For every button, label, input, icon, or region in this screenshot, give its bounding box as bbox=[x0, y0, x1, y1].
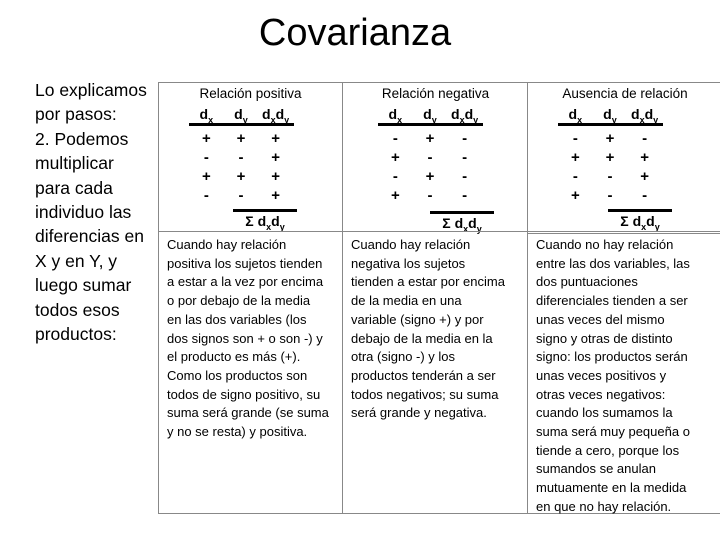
dx-header bbox=[558, 105, 593, 123]
description-line: productos tenderán a ser bbox=[351, 367, 496, 383]
description-line: signo: los productos serán bbox=[536, 349, 688, 365]
sign-cell: + bbox=[236, 168, 246, 185]
row-divider bbox=[343, 231, 528, 232]
dxdy-letter: d bbox=[262, 106, 271, 122]
column-title bbox=[159, 83, 342, 101]
dy-sub: y bbox=[431, 114, 437, 125]
dy-sub: y bbox=[242, 114, 248, 125]
sign-cell: + bbox=[640, 168, 649, 185]
column-head bbox=[528, 83, 720, 234]
side-text-line: multiplicar bbox=[35, 153, 114, 174]
sum-sub1: x bbox=[641, 221, 647, 232]
sign-cell: - bbox=[392, 130, 398, 147]
column-description bbox=[536, 236, 718, 517]
sign-cell: - bbox=[572, 130, 578, 147]
sign-cell: - bbox=[462, 168, 468, 185]
sigma-symbol: Σ bbox=[620, 213, 629, 229]
dy-header bbox=[413, 105, 448, 123]
dxdy-sub1: x bbox=[639, 114, 645, 125]
sigma-symbol: Σ bbox=[442, 215, 451, 231]
dy-header bbox=[593, 105, 628, 123]
description-line: en que no hay relación. bbox=[536, 498, 672, 514]
dxdy-mid: d bbox=[464, 106, 474, 122]
side-text-line: luego sumar bbox=[35, 275, 132, 296]
side-text-line: para cada bbox=[35, 177, 113, 198]
covariance-table bbox=[158, 82, 720, 514]
sign-cell: - bbox=[462, 187, 468, 204]
sum-d2: d bbox=[646, 213, 655, 229]
description-line: y no se resta) y positiva. bbox=[167, 424, 308, 440]
sign-cell: - bbox=[203, 149, 209, 166]
description-line: Cuando hay relación bbox=[351, 237, 471, 252]
description-line: cuando los sumamos la bbox=[536, 405, 673, 421]
description-line: Como los productos son bbox=[167, 367, 308, 383]
description-line: otra (signo -) y los bbox=[351, 349, 456, 365]
description-line: será grande y negativa. bbox=[351, 405, 487, 421]
dx-sub: x bbox=[397, 114, 403, 125]
sign-cell: - bbox=[203, 187, 209, 204]
sign-row bbox=[558, 186, 663, 205]
description-line: otras veces negativos: bbox=[536, 386, 666, 402]
sign-cell: + bbox=[390, 187, 400, 204]
sign-cell: - bbox=[427, 187, 433, 204]
dxdy-sub1: x bbox=[270, 114, 276, 125]
sign-cell: - bbox=[572, 168, 578, 185]
sigma-symbol: Σ bbox=[245, 213, 254, 229]
column-negative bbox=[342, 83, 528, 513]
dx-header bbox=[189, 105, 224, 123]
sum-sub1: x bbox=[266, 221, 272, 232]
sign-grid bbox=[189, 105, 294, 205]
description-line: mutuamente en la medida bbox=[536, 480, 687, 496]
description-line: signo y otras de distinto bbox=[536, 330, 673, 346]
column-title-text: Relación negativa bbox=[381, 86, 490, 101]
sign-cell: + bbox=[271, 168, 280, 185]
row-divider bbox=[159, 231, 342, 232]
description-line: entre las dos variables, las bbox=[536, 255, 690, 271]
sign-cell: + bbox=[425, 130, 435, 147]
sum-d1: d bbox=[257, 213, 267, 229]
description-line: negativa los sujetos bbox=[351, 255, 466, 271]
description-line: debajo de la media en la bbox=[351, 330, 493, 346]
sign-row bbox=[189, 186, 294, 205]
sign-cell: - bbox=[462, 149, 468, 166]
description-line: diferenciales tienden a ser bbox=[536, 293, 688, 309]
dxdy-sub2: y bbox=[284, 114, 290, 125]
header-rule bbox=[558, 123, 663, 126]
dx-letter: d bbox=[388, 106, 398, 122]
dxdy-sub2: y bbox=[653, 114, 659, 125]
sign-row bbox=[189, 129, 294, 148]
column-description bbox=[167, 236, 338, 442]
dx-sub: x bbox=[577, 114, 583, 125]
side-text-line: productos: bbox=[35, 324, 117, 345]
description-line: el producto es más (+). bbox=[167, 349, 301, 365]
sign-row bbox=[378, 186, 483, 205]
sign-cell: + bbox=[271, 130, 280, 147]
dxdy-header bbox=[447, 105, 482, 123]
dx-letter: d bbox=[199, 106, 209, 122]
sign-cell: + bbox=[605, 130, 615, 147]
sign-row bbox=[558, 167, 663, 186]
sign-row bbox=[558, 129, 663, 148]
column-title bbox=[343, 83, 528, 101]
description-line: suma será muy pequeña o bbox=[536, 424, 690, 440]
description-line: dos signos son + o son -) y bbox=[167, 330, 323, 346]
sum-sub2: y bbox=[654, 221, 660, 232]
sum-label bbox=[430, 211, 494, 238]
sign-cell: + bbox=[570, 149, 580, 166]
sum-d1: d bbox=[454, 215, 464, 231]
sign-grid-header bbox=[378, 105, 483, 123]
dy-letter: d bbox=[603, 106, 612, 122]
sum-d2: d bbox=[271, 213, 280, 229]
dy-letter: d bbox=[423, 106, 432, 122]
sign-cell: + bbox=[271, 149, 280, 166]
sum-sub1: x bbox=[463, 223, 469, 234]
row-divider bbox=[528, 231, 720, 232]
dx-header bbox=[378, 105, 413, 123]
sign-grid-header bbox=[558, 105, 663, 123]
sign-row bbox=[378, 129, 483, 148]
dxdy-letter: d bbox=[451, 106, 460, 122]
description-line: o por debajo de la media bbox=[167, 293, 311, 309]
side-text-line: individuo las bbox=[35, 202, 132, 223]
column-title-text: Ausencia de relación bbox=[562, 86, 688, 101]
sign-row bbox=[558, 148, 663, 167]
dxdy-mid: d bbox=[644, 106, 654, 122]
sign-cell: + bbox=[425, 168, 435, 185]
description-line: Cuando no hay relación bbox=[536, 237, 674, 252]
sign-row bbox=[189, 167, 294, 186]
sign-grid bbox=[378, 105, 483, 205]
side-text-line: todos esos bbox=[35, 299, 120, 320]
column-positive bbox=[159, 83, 342, 513]
column-title bbox=[528, 83, 720, 101]
sign-cell: + bbox=[570, 187, 580, 204]
sign-cell: - bbox=[607, 168, 613, 185]
column-head bbox=[159, 83, 342, 233]
description-line: dos puntuaciones bbox=[536, 274, 638, 290]
sign-cell: - bbox=[427, 149, 433, 166]
dxdy-header bbox=[258, 105, 293, 123]
sign-row bbox=[378, 148, 483, 167]
sign-cell: - bbox=[607, 187, 613, 204]
description-line: todos de signo positivo, su bbox=[167, 386, 321, 402]
dy-header bbox=[224, 105, 259, 123]
side-text-line: Lo explicamos bbox=[35, 80, 147, 100]
side-text-line: por pasos: bbox=[35, 104, 117, 125]
slide-title: Covarianza bbox=[258, 12, 452, 54]
sign-row bbox=[189, 148, 294, 167]
dx-sub: x bbox=[208, 114, 214, 125]
sign-cell: - bbox=[642, 130, 648, 147]
side-text-line: 2. Podemos bbox=[35, 128, 129, 149]
sign-cell: - bbox=[642, 187, 648, 204]
sign-row bbox=[378, 167, 483, 186]
dy-letter: d bbox=[234, 106, 243, 122]
sign-cell: + bbox=[201, 168, 211, 185]
side-text-line: X y en Y, y bbox=[35, 250, 118, 271]
sum-sub2: y bbox=[279, 221, 285, 232]
sign-grid-header bbox=[189, 105, 294, 123]
sign-cell: + bbox=[236, 130, 246, 147]
sign-cell: + bbox=[271, 187, 280, 204]
description-line: positiva los sujetos tienden bbox=[167, 255, 323, 271]
sign-cell: - bbox=[238, 149, 244, 166]
dxdy-mid: d bbox=[275, 106, 285, 122]
sign-cell: - bbox=[392, 168, 398, 185]
sign-cell: + bbox=[390, 149, 400, 166]
column-description bbox=[351, 236, 524, 423]
description-line: a estar a la vez por encima bbox=[167, 274, 324, 290]
description-line: de la media en una bbox=[351, 293, 462, 309]
description-line: tiende a cero, porque los bbox=[536, 442, 680, 458]
sum-sub2: y bbox=[476, 223, 482, 234]
sign-cell: - bbox=[238, 187, 244, 204]
header-rule bbox=[378, 123, 483, 126]
sum-d2: d bbox=[468, 215, 477, 231]
description-line: unas veces del mismo bbox=[536, 311, 665, 327]
description-line: tienden a estar por encima bbox=[351, 274, 505, 290]
sign-cell: + bbox=[640, 149, 649, 166]
description-line: variable (signo +) y por bbox=[351, 311, 484, 327]
column-title-text: Relación positiva bbox=[199, 86, 302, 101]
description-line: suma será grande (se suma bbox=[167, 405, 329, 421]
sign-grid bbox=[558, 105, 663, 205]
description-line: unas veces positivos y bbox=[536, 367, 667, 383]
side-text-line: diferencias en bbox=[35, 226, 144, 247]
dxdy-sub1: x bbox=[459, 114, 465, 125]
dy-sub: y bbox=[611, 114, 617, 125]
description-line: en las dos variables (los bbox=[167, 311, 307, 327]
dxdy-sub2: y bbox=[473, 114, 479, 125]
sign-cell: + bbox=[605, 149, 615, 166]
description-line: Cuando hay relación bbox=[167, 237, 287, 252]
description-line: todos negativos; su suma bbox=[351, 386, 499, 402]
column-no-relation bbox=[527, 83, 720, 513]
dx-letter: d bbox=[568, 106, 578, 122]
dxdy-header bbox=[627, 105, 662, 123]
header-rule bbox=[189, 123, 294, 126]
description-line: sumandos se anulan bbox=[536, 461, 656, 477]
dxdy-letter: d bbox=[631, 106, 640, 122]
sign-cell: - bbox=[462, 130, 468, 147]
side-explanation bbox=[35, 78, 155, 346]
sum-d1: d bbox=[632, 213, 642, 229]
sign-cell: + bbox=[201, 130, 211, 147]
